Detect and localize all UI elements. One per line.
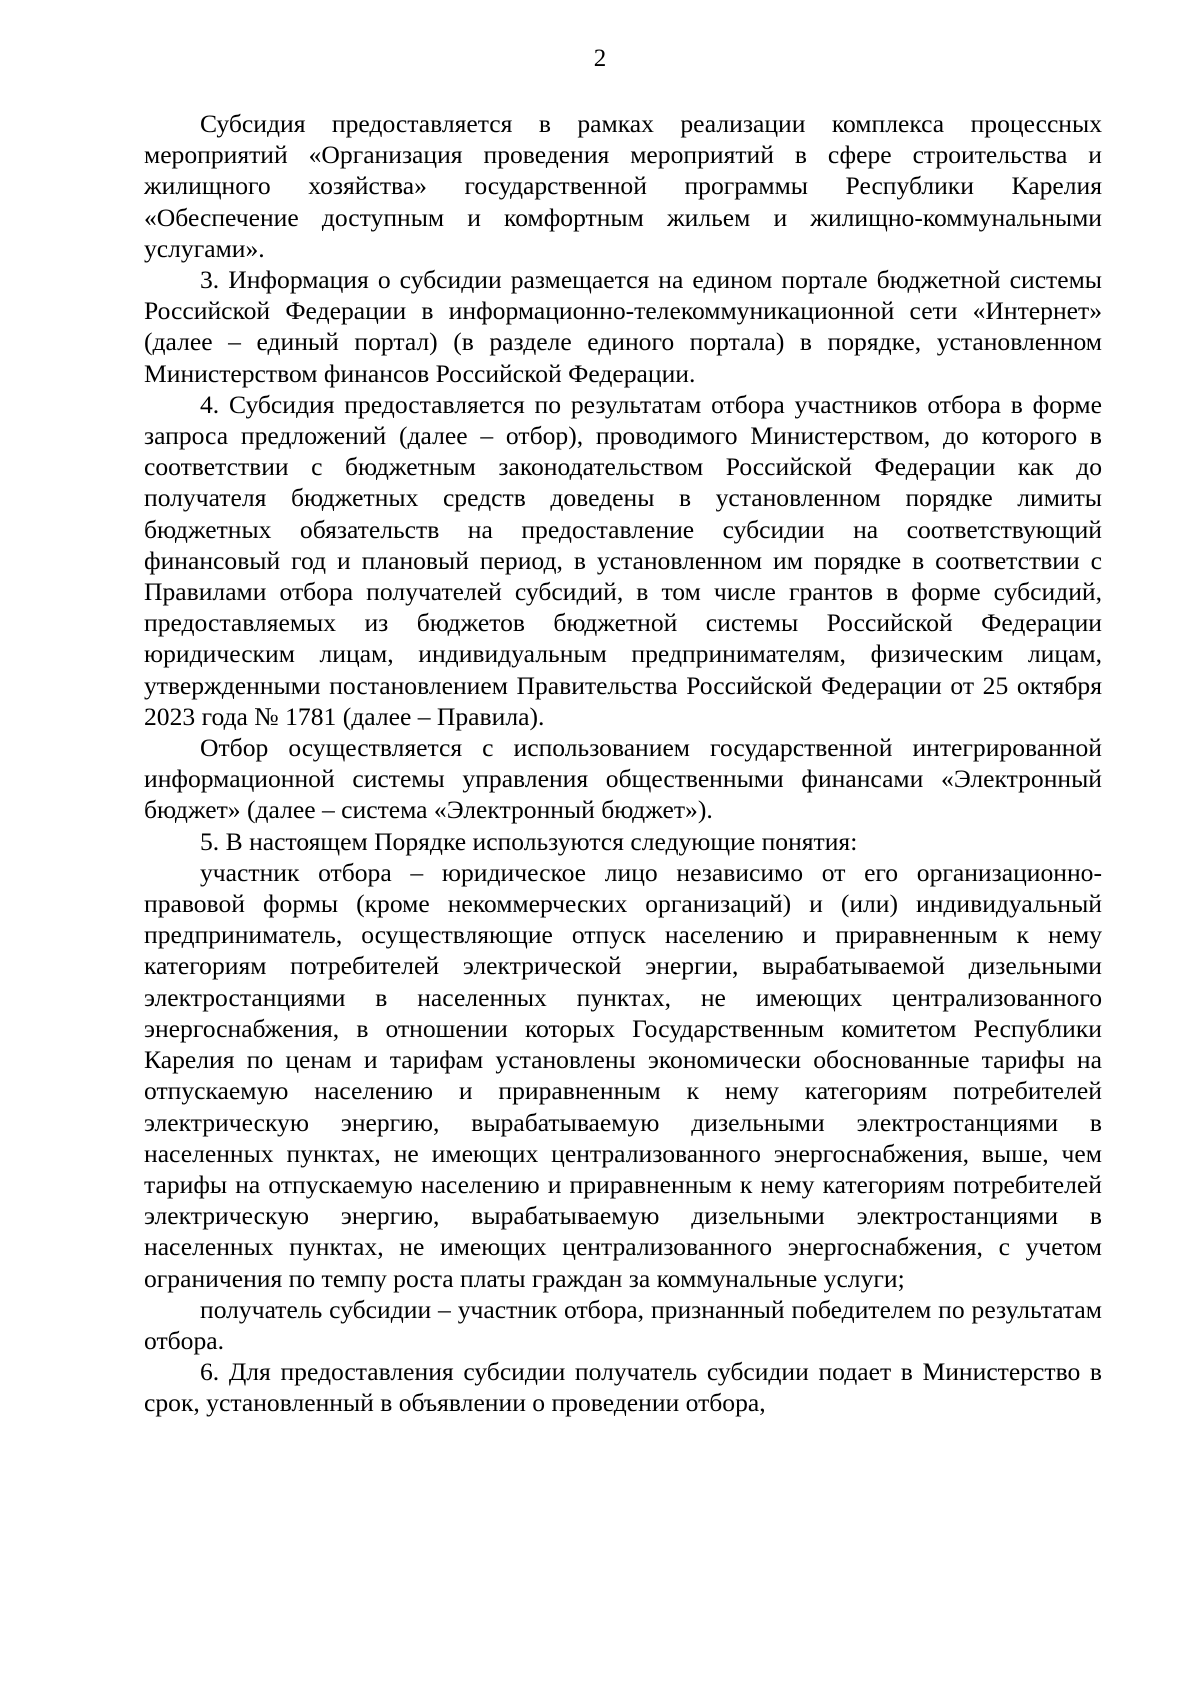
- paragraph-3-subsidy-information: 3. Информация о субсидии размещается на едином портале бюджетной системы Российской Федерации в информационно-телекоммуникационной сети «Интернет» (далее – единый портал) (в разделе единого портала) в порядке, установленном Министерством финансов Российской Федерации.: [144, 265, 1102, 388]
- paragraph-definition-recipient: получатель субсидии – участник отбора, признанный победителем по результатам отбора.: [144, 1294, 1102, 1355]
- paragraph-6-application: 6. Для предоставления субсидии получатель субсидии подает в Министерство в срок, установленный в объявлении о проведении отбора,: [144, 1357, 1102, 1418]
- paragraph-4-selection: 4. Субсидия предоставляется по результатам отбора участников отбора в форме запроса предложений (далее – отбор), проводимого Министерством, до которого в соответствии с бюджетным законодательством Российской Федерации как до получателя бюджетных средств доведены в установленном порядке лимиты бюджетных обязательств на предоставление субсидии на соответствующий финансовый год и плановый период, в установленном им порядке в соответствии с Правилами отбора получателей субсидий, в том числе грантов в форме субсидий, предоставляемых из бюджетов бюджетной системы Российской Федерации юридическим лицам, индивидуальным предпринимателям, физическим лицам, утвержденными постановлением Правительства Российской Федерации от 25 октября 2023 года № 1781 (далее – Правила).: [144, 389, 1102, 731]
- paragraph-5-definitions: 5. В настоящем Порядке используются следующие понятия:: [200, 826, 858, 856]
- paragraph-electronic-budget: Отбор осуществляется с использованием государственной интегрированной информационной системы управления общественными финансами «Электронный бюджет» (далее – система «Электронный бюджет»).: [144, 733, 1102, 825]
- document-body: [144, 108, 1102, 1419]
- page-number: 2: [593, 45, 607, 72]
- paragraph-definition-participant: участник отбора – юридическое лицо независимо от его организационно-правовой формы (кроме некоммерческих организаций) и (или) индивидуальный предприниматель, осуществляющие отпуск населению и приравненным к нему категориям потребителей электрической энергии, вырабатываемой дизельными электростанциями в населенных пунктах, не имеющих централизованного энергоснабжения, в отношении которых Государственным комитетом Республики Карелия по ценам и тарифам установлены экономически обоснованные тарифы на отпускаемую населению и приравненным к нему категориям потребителей электрическую энергию, вырабатываемую дизельными электростанциями в населенных пунктах, не имеющих централизованного энергоснабжения, выше, чем тарифы на отпускаемую населению и приравненным к нему категориям потребителей электрическую энергию, вырабатываемую дизельными электростанциями в населенных пунктах, не имеющих централизованного энергоснабжения, с учетом ограничения по темпу роста платы граждан за коммунальные услуги;: [144, 857, 1102, 1293]
- paragraph-subsidy-program: Субсидия предоставляется в рамках реализации комплекса процессных мероприятий «Организация проведения мероприятий в сфере строительства и жилищного хозяйства» государственной программы Республики Карелия «Обеспечение доступным и комфортным жильем и жилищно-коммунальными услугами».: [144, 109, 1102, 263]
